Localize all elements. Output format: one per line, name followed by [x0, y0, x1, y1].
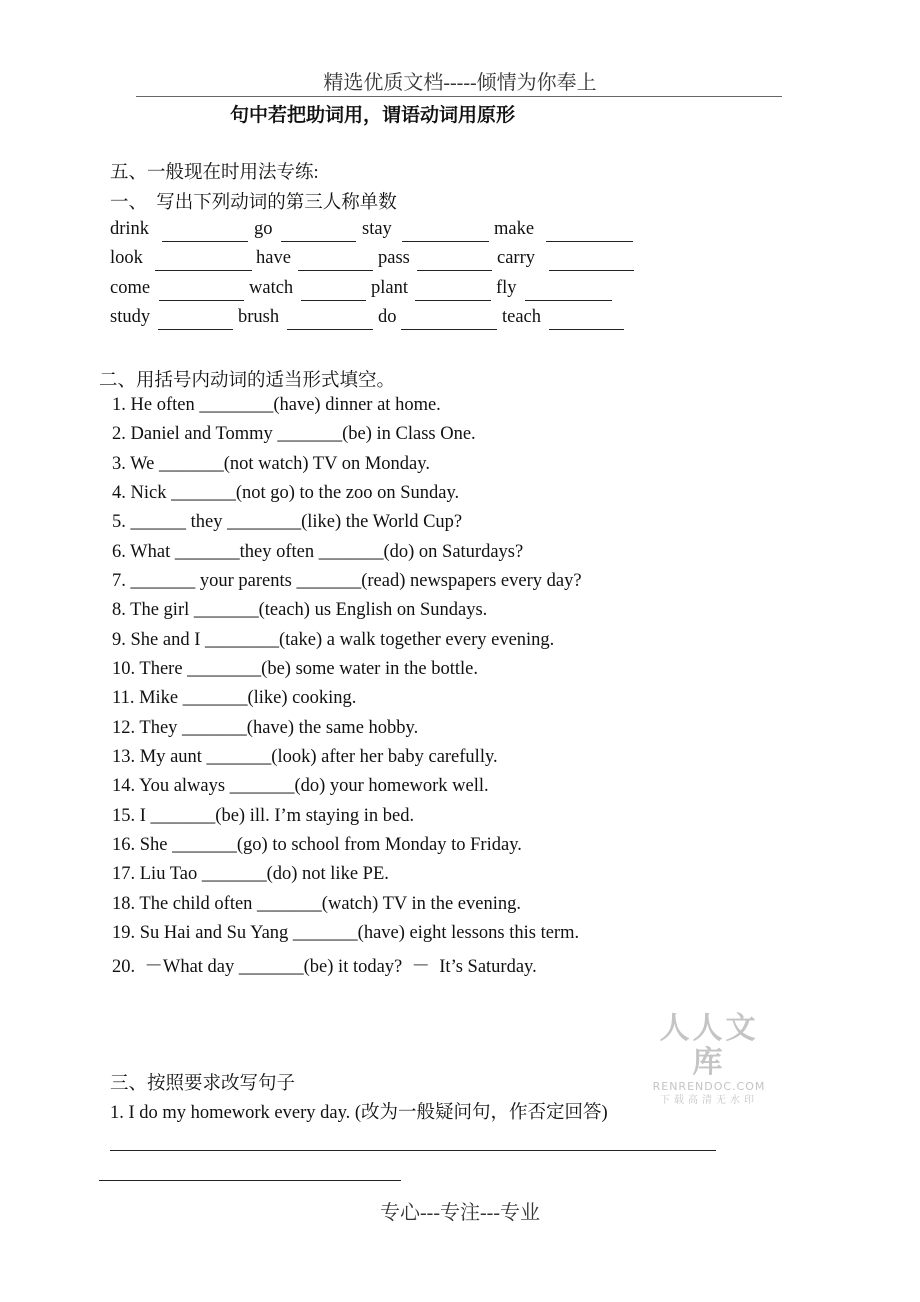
verb-word: stay: [362, 219, 392, 239]
answer-blank[interactable]: [301, 300, 366, 301]
verb-word: teach: [502, 307, 542, 327]
verb-word: fly: [496, 278, 517, 298]
exercise-item: 13. My aunt _______(look) after her baby carefully.: [112, 747, 498, 767]
exercise-item: 18. The child often _______(watch) TV in the evening.: [112, 894, 521, 914]
verb-word: brush: [238, 307, 280, 327]
verb-word: go: [254, 219, 273, 239]
verb-word: study: [110, 307, 151, 327]
verb-word: carry: [497, 248, 535, 268]
exercise-item: 4. Nick _______(not go) to the zoo on Sunday.: [112, 483, 460, 503]
verb-word: look: [110, 248, 143, 268]
answer-line[interactable]: [99, 1180, 401, 1181]
verb-word: plant: [371, 278, 408, 298]
answer-blank[interactable]: [401, 329, 497, 330]
verb-word: watch: [249, 278, 294, 298]
answer-blank[interactable]: [162, 241, 248, 242]
header-divider: [136, 96, 782, 97]
answer-blank[interactable]: [298, 270, 373, 271]
exercise-item: 1. He often ________(have) dinner at home.: [112, 395, 441, 415]
exercise-item: 15. I _______(be) ill. I’m staying in bed.: [112, 806, 415, 826]
answer-blank[interactable]: [158, 329, 233, 330]
exercise-item: 5. ______ they ________(like) the World Cup?: [112, 512, 463, 532]
verb-word: do: [378, 307, 397, 327]
exercise-item: 11. Mike _______(like) cooking.: [112, 688, 357, 708]
answer-blank[interactable]: [525, 300, 612, 301]
part2-title: 二、用括号内动词的适当形式填空。: [99, 371, 396, 391]
exercise-item: 10. There ________(be) some water in the bottle.: [112, 659, 478, 679]
verb-word: pass: [378, 248, 410, 268]
exercise-item: 8. The girl _______(teach) us English on Sundays.: [112, 600, 488, 620]
exercise-item: 7. _______ your parents _______(read) newspapers every day?: [112, 571, 582, 591]
answer-blank[interactable]: [415, 300, 491, 301]
answer-blank[interactable]: [287, 329, 373, 330]
page-footer: 专心---专注---专业: [380, 1202, 540, 1224]
watermark-title: 人人文库: [659, 1011, 759, 1080]
watermark-slogan: 下载高清无水印: [660, 1095, 758, 1106]
exercise-item: 3. We _______(not watch) TV on Monday.: [112, 454, 430, 474]
answer-blank[interactable]: [155, 270, 252, 271]
exercise-item: 12. They _______(have) the same hobby.: [112, 718, 419, 738]
answer-blank[interactable]: [402, 241, 489, 242]
verb-word: drink: [110, 219, 150, 239]
answer-blank[interactable]: [281, 241, 356, 242]
watermark-logo: [646, 1012, 772, 1108]
intro-rule-line: 句中若把助词用，谓语动词用原形: [230, 105, 516, 126]
answer-blank[interactable]: [549, 329, 624, 330]
watermark-domain: RENRENDOC.COM: [652, 1080, 766, 1093]
answer-blank[interactable]: [159, 300, 244, 301]
exercise-item: 9. She and I ________(take) a walk together every evening.: [112, 630, 555, 650]
answer-blank[interactable]: [417, 270, 492, 271]
exercise-item: 17. Liu Tao _______(do) not like PE.: [112, 864, 389, 884]
exercise-item: 20. －What day _______(be) it today? － It’s Saturday.: [112, 957, 537, 977]
exercise-item: 14. You always _______(do) your homework well.: [112, 776, 489, 796]
page-header: 精选优质文档-----倾情为你奉上: [323, 72, 597, 94]
verb-word: make: [494, 219, 535, 239]
exercise-item: 19. Su Hai and Su Yang _______(have) eight lessons this term.: [112, 923, 580, 943]
exercise-item: 16. She _______(go) to school from Monday to Friday.: [112, 835, 522, 855]
rewrite-item: 1. I do my homework every day. (改为一般疑问句，作否定回答): [110, 1103, 608, 1123]
verb-word: come: [110, 278, 151, 298]
answer-blank[interactable]: [549, 270, 634, 271]
exercise-item: 6. What _______they often _______(do) on Saturdays?: [112, 542, 524, 562]
answer-line[interactable]: [110, 1150, 716, 1151]
part3-title: 三、按照要求改写句子: [110, 1074, 296, 1094]
exercise-item: 2. Daniel and Tommy _______(be) in Class One.: [112, 424, 476, 444]
part1-title: 一、 写出下列动词的第三人称单数: [110, 193, 397, 213]
section-title: 五、一般现在时用法专练:: [110, 163, 319, 183]
verb-word: have: [256, 248, 291, 268]
answer-blank[interactable]: [546, 241, 633, 242]
